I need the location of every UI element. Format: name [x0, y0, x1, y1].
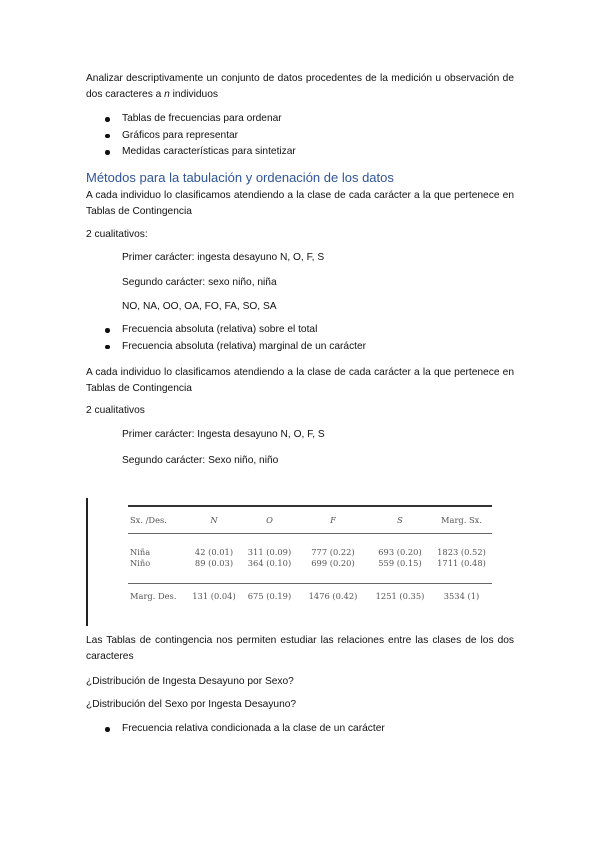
table-header-cell: Marg. Sx. [441, 514, 482, 525]
question-sex: ¿Distribución de Ingesta Desayuno por Sexo? [86, 676, 294, 687]
table-footer-cell: Marg. Des. [130, 591, 177, 602]
table-row [128, 547, 492, 558]
block1-combinations: NO, NA, OO, OA, FO, FA, SO, SA [122, 301, 277, 312]
closing-paragraph: Las Tablas de contingencia nos permiten estudiar las relaciones entre las clases de los dos caracteres [86, 635, 514, 662]
table-cell: 693 (0.20) [378, 547, 422, 558]
block2-first-character: Primer carácter: Ingesta desayuno N, O, F, S [122, 429, 325, 440]
intro-paragraph [86, 71, 514, 103]
contingency-table [128, 505, 492, 602]
block1-bullets [86, 322, 366, 355]
intro-text-before: Analizar descriptivamente un conjunto de datos procedentes de la medición u observación de dos caracteres a [86, 73, 514, 100]
table-header-cell: Sx. /Des. [130, 514, 167, 525]
goal-item: Medidas características para sintetizar [86, 144, 296, 161]
goal-item: Tablas de frecuencias para ordenar [86, 111, 296, 128]
table-cell: 89 (0.03) [194, 558, 234, 569]
table-cell: 1711 (0.48) [437, 558, 486, 569]
table-footer-cell: 675 (0.19) [247, 591, 292, 602]
table-header-rule [128, 533, 492, 534]
closing-bullet-item: Frecuencia relativa condicionada a la clase de un carácter [86, 721, 385, 738]
goals-list [86, 111, 296, 161]
block2-label: 2 cualitativos [86, 405, 145, 416]
block1-bullet-item: Frecuencia absoluta (relativa) marginal de un carácter [86, 339, 366, 356]
block2-paragraph: A cada individuo lo clasificamos atendiendo a la clase de cada carácter a la que pertenece en Tablas de Contingencia [86, 367, 514, 394]
block1-second-character: Segundo carácter: sexo niño, niña [122, 277, 277, 288]
table-cell: 559 (0.15) [378, 558, 422, 569]
table-footer-row [128, 591, 492, 602]
table-top-rule [128, 505, 492, 507]
block1-bullet-item: Frecuencia absoluta (relativa) sobre el total [86, 322, 366, 339]
table-cell: 699 (0.20) [311, 558, 355, 569]
block2-second-character: Segundo carácter: Sexo niño, niño [122, 455, 279, 466]
table-footer-cell: 131 (0.04) [192, 591, 236, 602]
figure-left-border [86, 498, 88, 626]
table-header-row [128, 515, 492, 526]
intro-text-after: individuos [169, 89, 218, 100]
table-footer-rule [128, 583, 492, 584]
table-cell: 42 (0.01) [194, 547, 234, 558]
table-cell: 777 (0.22) [311, 547, 355, 558]
intro-n-variable: n [164, 89, 170, 100]
goal-item: Gráficos para representar [86, 128, 296, 145]
table-cell: 1823 (0.52) [437, 547, 486, 558]
table-row [128, 558, 492, 569]
block1-first-character: Primer carácter: ingesta desayuno N, O, F, S [122, 252, 325, 263]
table-cell: Niña [130, 547, 151, 558]
table-header-cell: O [266, 514, 273, 525]
block1-label: 2 cualitativos: [86, 229, 148, 240]
table-footer-cell: 3534 (1) [443, 591, 480, 602]
table-cell: Niño [130, 558, 151, 569]
table-footer-cell: 1476 (0.42) [308, 591, 358, 602]
closing-bullets [86, 721, 385, 738]
table-cell: 311 (0.09) [247, 547, 292, 558]
table-header-cell: S [397, 514, 403, 525]
table-header-cell: F [330, 514, 336, 525]
section-heading: Métodos para la tabulación y ordenación de los datos [86, 170, 394, 185]
table-cell: 364 (0.10) [247, 558, 292, 569]
table-footer-cell: 1251 (0.35) [375, 591, 425, 602]
question-breakfast: ¿Distribución del Sexo por Ingesta Desayuno? [86, 699, 297, 710]
table-header-cell: N [210, 514, 218, 525]
block1-paragraph: A cada individuo lo clasificamos atendiendo a la clase de cada carácter a la que pertenece en Tablas de Contingencia [86, 190, 514, 217]
